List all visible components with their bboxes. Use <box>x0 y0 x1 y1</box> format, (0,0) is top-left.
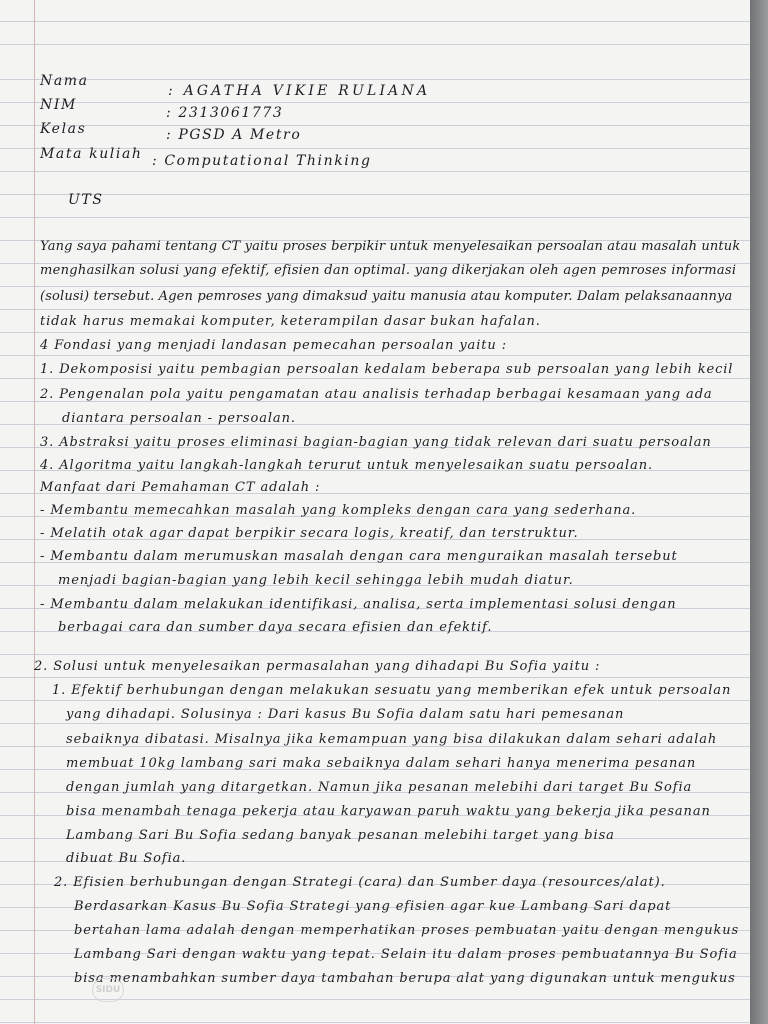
text-line: bisa menambahkan sumber daya tambahan berupa alat yang digunakan untuk mengukus <box>74 971 736 986</box>
text-line: Yang saya pahami tentang CT yaitu proses berpikir untuk menyelesaikan persoalan atau masalah untuk <box>40 239 741 254</box>
text-line: membuat 10kg lambang sari maka sebaiknya dalam sehari hanya menerima pesanan <box>66 756 697 771</box>
matkul-label: Mata kuliah <box>40 146 143 162</box>
text-line: 2. Solusi untuk menyelesaikan permasalahan yang dihadapi Bu Sofia yaitu : <box>34 659 601 674</box>
text-line: dengan jumlah yang ditargetkan. Namun jika pesanan melebihi dari target Bu Sofia <box>66 780 693 795</box>
nama-label: Nama <box>40 73 89 89</box>
text-line: menghasilkan solusi yang efektif, efisien dan optimal. yang dikerjakan oleh agen pemroses informasi <box>40 263 737 278</box>
paper-edge-shadow <box>750 0 768 1024</box>
text-line: 4 Fondasi yang menjadi landasan pemecahan persoalan yaitu : <box>40 338 507 353</box>
kelas-label: Kelas <box>40 121 87 137</box>
text-line: 3. Abstraksi yaitu proses eliminasi bagian-bagian yang tidak relevan dari suatu persoalan <box>40 435 712 450</box>
text-line: 2. Efisien berhubungan dengan Strategi (cara) dan Sumber daya (resources/alat). <box>54 875 666 890</box>
text-line: diantara persoalan - persoalan. <box>62 411 296 426</box>
text-line: - Membantu memecahkan masalah yang kompleks dengan cara yang sederhana. <box>40 503 637 518</box>
text-line: bertahan lama adalah dengan memperhatikan proses pembuatan yaitu dengan mengukus <box>74 923 740 938</box>
text-line: menjadi bagian-bagian yang lebih kecil sehingga lebih mudah diatur. <box>58 573 574 588</box>
text-line: - Melatih otak agar dapat berpikir secara logis, kreatif, dan terstruktur. <box>40 526 579 541</box>
text-line: Lambang Sari dengan waktu yang tepat. Selain itu dalam proses pembuatannya Bu Sofia <box>74 947 738 962</box>
uts-title: UTS <box>68 192 104 208</box>
text-line: 1. Dekomposisi yaitu pembagian persoalan kedalam beberapa sub persoalan yang lebih kecil <box>40 362 734 377</box>
text-line: dibuat Bu Sofia. <box>66 851 187 866</box>
text-line: berbagai cara dan sumber daya secara efisien dan efektif. <box>58 620 493 635</box>
text-line: tidak harus memakai komputer, keterampilan dasar bukan hafalan. <box>40 314 541 329</box>
matkul-value: : Computational Thinking <box>152 153 372 169</box>
text-line: yang dihadapi. Solusinya : Dari kasus Bu Sofia dalam satu hari pemesanan <box>66 707 625 722</box>
text-line: Berdasarkan Kasus Bu Sofia Strategi yang efisien agar kue Lambang Sari dapat <box>74 899 672 914</box>
nim-label: NIM <box>40 97 77 113</box>
text-line: 4. Algoritma yaitu langkah-langkah terurut untuk menyelesaikan suatu persoalan. <box>40 458 654 473</box>
text-line: Lambang Sari Bu Sofia sedang banyak pesanan melebihi target yang bisa <box>66 828 615 843</box>
margin-line <box>34 0 35 1024</box>
nim-value: : 2313061773 <box>166 105 284 121</box>
kelas-value: : PGSD A Metro <box>166 127 302 143</box>
text-line: - Membantu dalam merumuskan masalah dengan cara menguraikan masalah tersebut <box>40 549 678 564</box>
text-line: sebaiknya dibatasi. Misalnya jika kemampuan yang bisa dilakukan dalam sehari adalah <box>66 732 718 747</box>
text-line: bisa menambah tenaga pekerja atau karyawan paruh waktu yang bekerja jika pesanan <box>66 804 711 819</box>
text-line: 2. Pengenalan pola yaitu pengamatan atau analisis terhadap berbagai kesamaan yang ada <box>40 387 713 402</box>
nama-value: : AGATHA VIKIE RULIANA <box>168 83 431 99</box>
text-line: - Membantu dalam melakukan identifikasi, analisa, serta implementasi solusi dengan <box>40 597 677 612</box>
text-line: (solusi) tersebut. Agen pemroses yang dimaksud yaitu manusia atau komputer. Dalam pelaksanaannya <box>40 289 733 304</box>
text-line: 1. Efektif berhubungan dengan melakukan sesuatu yang memberikan efek untuk persoalan <box>52 683 732 698</box>
sidu-logo: SIDU <box>92 978 124 1002</box>
text-line: Manfaat dari Pemahaman CT adalah : <box>40 480 321 495</box>
